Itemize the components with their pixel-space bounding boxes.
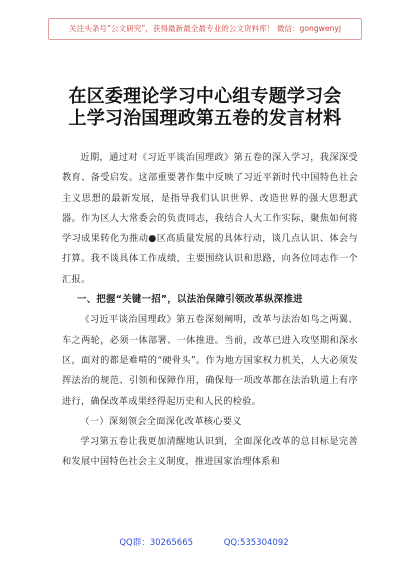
body-paragraph: 学习第五卷让我更加清醒地认识到，全面深化改革的总目标是完善和发展中国特色社会主义制度，推进国家治理体系和 — [62, 436, 358, 468]
document-title-line-2: 上学习治国理政第五卷的发言材料 — [68, 108, 342, 129]
document-body — [62, 148, 358, 473]
document-title-line-1: 在区委理论学习中心组专题学习会 — [68, 86, 342, 107]
section-heading: 一、把握“关键一招”，以法治保障引领改革纵深推进 — [77, 294, 303, 306]
footer-contact — [0, 536, 408, 548]
header-banner: 关注头条号“公文研究”，获得最新最全最专业的公文资料库！ 微信：gongwenyj — [48, 18, 362, 40]
footer-qq-group: QQ群：30265665 — [119, 538, 194, 548]
body-paragraph: 《习近平谈治国理政》第五卷深刻阐明，改革与法治如鸟之两翼、车之两轮，必须一体部署、一体推进。当前，改革已进入攻坚期和深水区，面对的都是难啃的“硬骨头”。作为地方国家权力机关，人大必须发挥法治的规范、引领和保障作用，确保每一项改革都在法治轨道上有序进行，确保改革成果经得起历史和人民的检验。 — [62, 314, 358, 407]
subsection-heading: （一）深刻领会全面深化改革核心要义 — [80, 415, 242, 427]
footer-qq: QQ:535304092 — [223, 538, 289, 548]
body-paragraph: 近期，通过对《习近平谈治国理政》第五卷的深入学习，我深深受教育、备受启发。这部重要著作集中反映了习近平新时代中国特色社会主义思想的最新发展，是指导我们认识世界、改造世界的强大思想武器。作为区人大常委会的负责同志，我结合人大工作实际，聚焦如何将学习成果转化为推动●区高质量发展的具体行动，谈几点认识、体会与打算。我不谈具体工作成绩，主要围绕认识和思路，向各位同志作一个汇报。 — [62, 152, 358, 285]
